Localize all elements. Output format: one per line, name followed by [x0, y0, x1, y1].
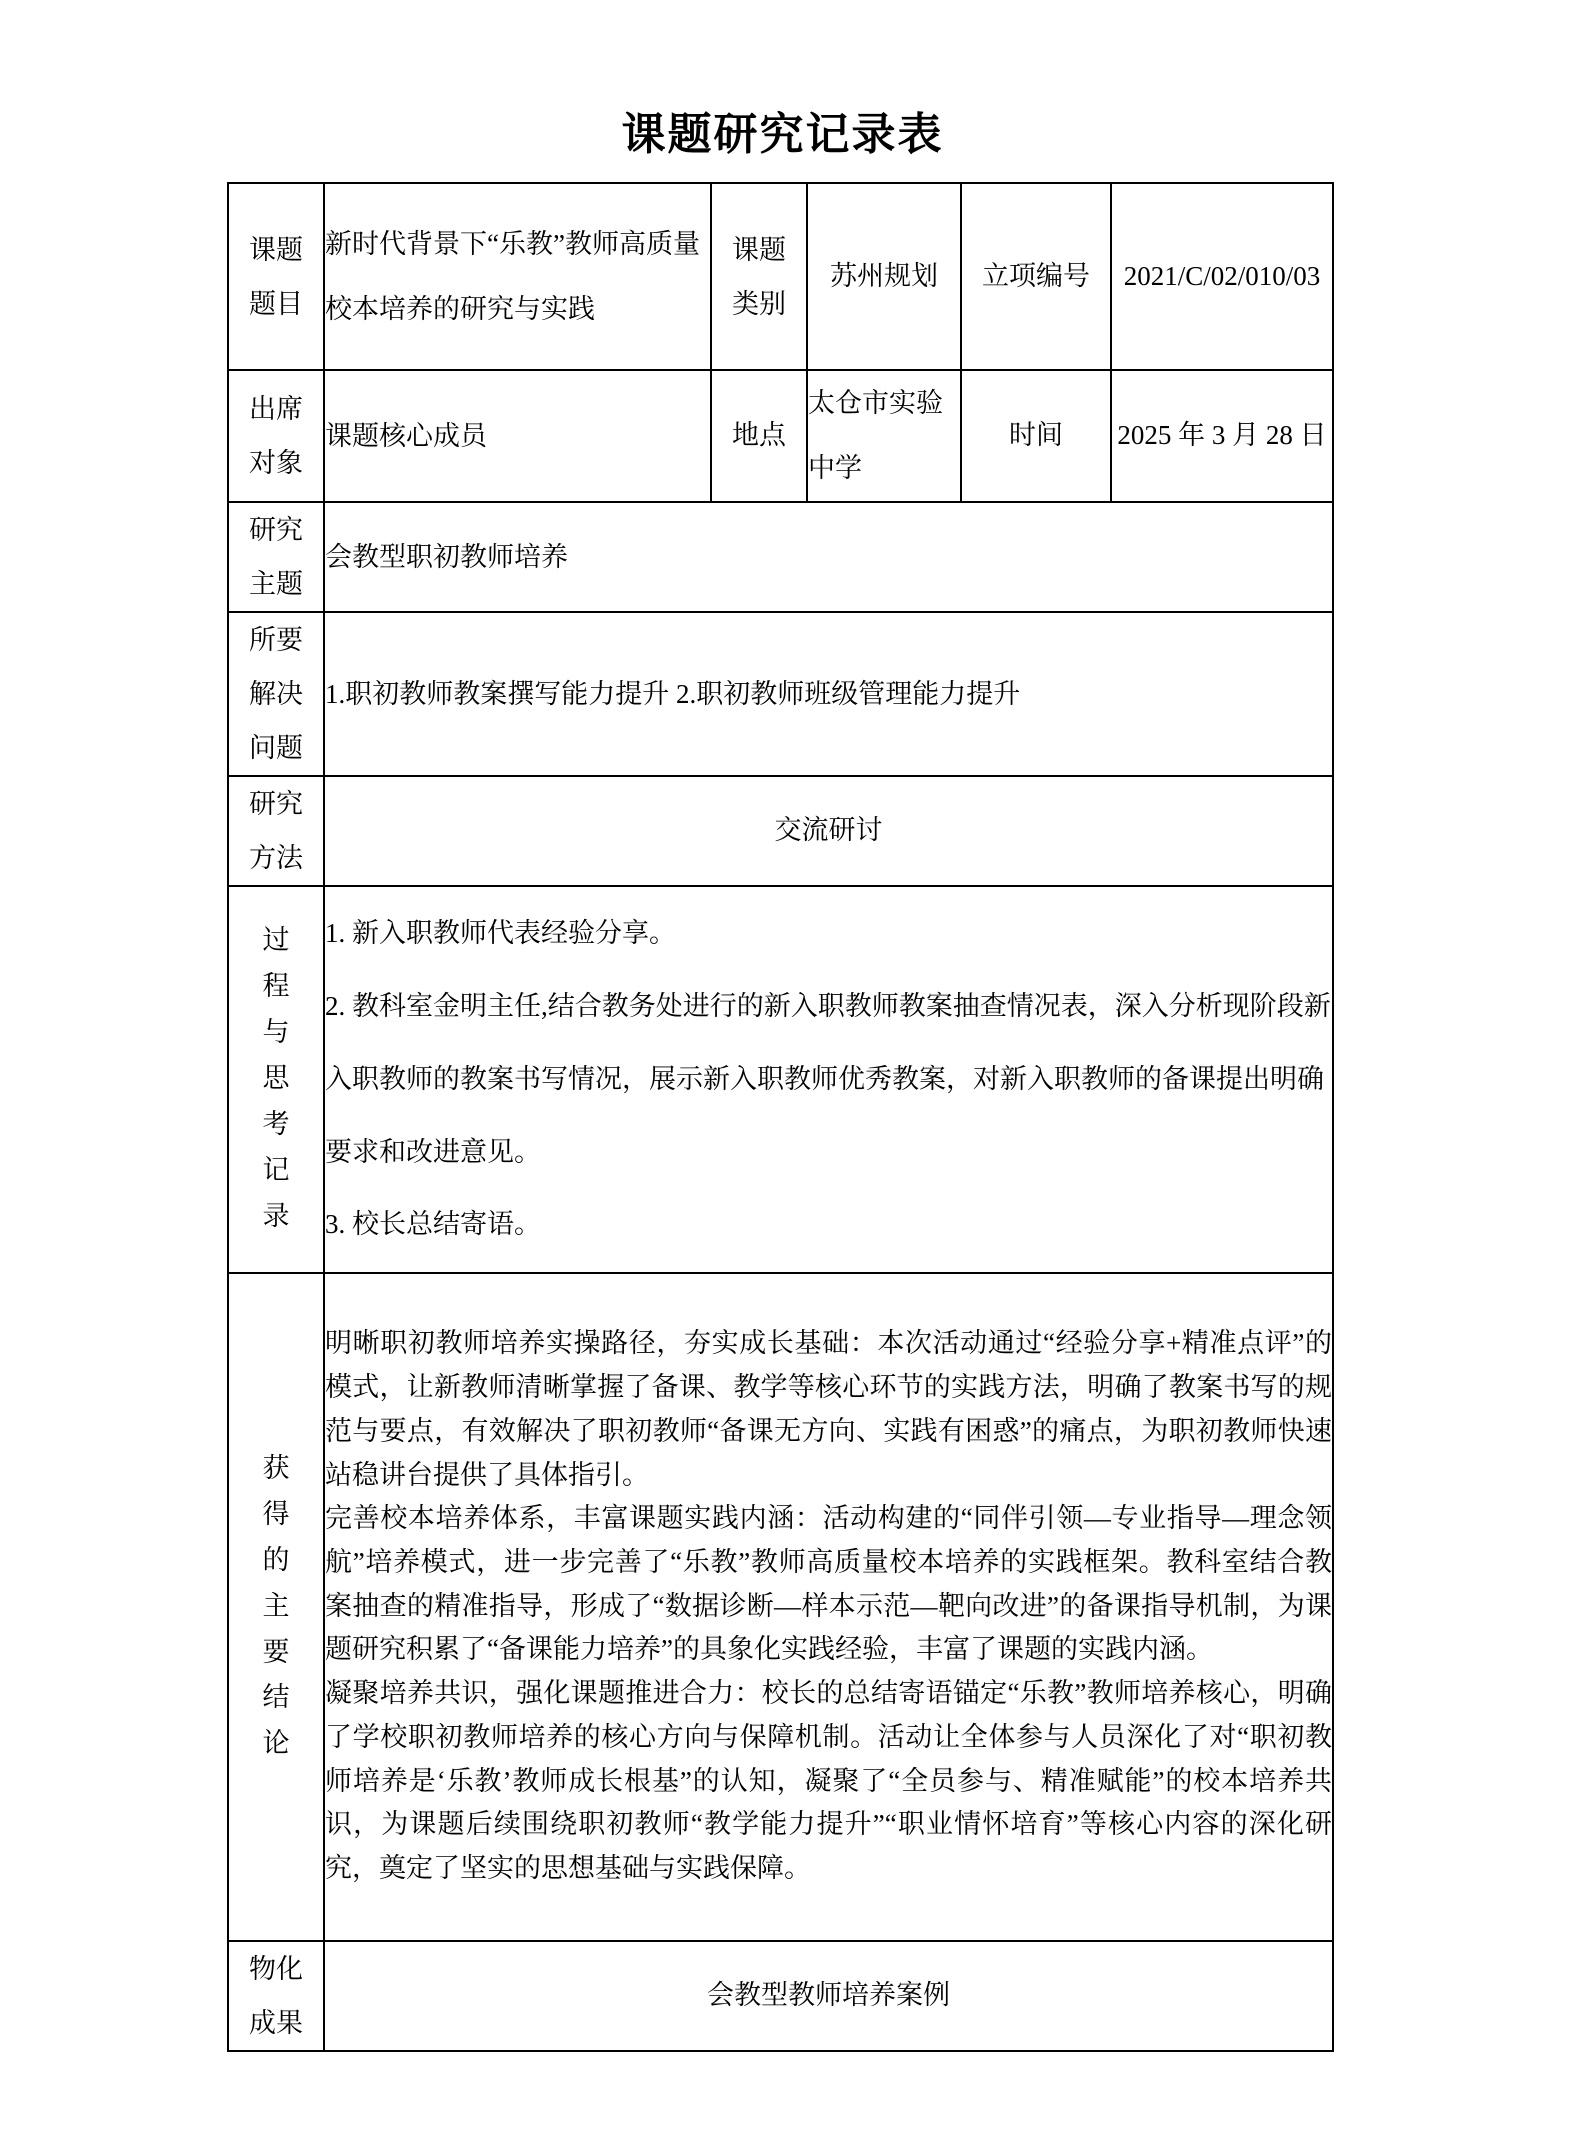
table-row-header — [228, 183, 1333, 370]
topic-label-cell — [228, 183, 324, 370]
conclusion-content-cell — [324, 1273, 1333, 1941]
time-label-cell: 时间 — [961, 370, 1111, 502]
category-value-cell: 苏州规划 — [807, 183, 961, 370]
theme-label: 研究主题 — [248, 514, 303, 599]
conclusion-paragraph: 凝聚培养共识，强化课题推进合力：校长的总结寄语锚定“乐教”教师培养核心，明确了学校职初教师培养的核心方向与保障机制。活动让全体参与人员深化了对“职初教师培养是‘乐教’教师成长根基”的认知，凝聚了“全员参与、精准赋能”的校本培养共识，为课题后续围绕职初教师“教学能力提升”“职业情怀培育”等核心内容的深化研究，奠定了坚实的思想基础与实践保障。 — [325, 1678, 1332, 1884]
category-label: 课题类别 — [731, 234, 786, 319]
attendance-label-cell — [228, 370, 324, 502]
process-item: 2. 教科室金明主任,结合教务处进行的新入职教师教案抽查情况表，深入分析现阶段新入职教师的教案书写情况，展示新入职教师优秀教案，对新入职教师的备课提出明确要求和改进意见。 — [325, 990, 1331, 1167]
table-row-conclusion — [228, 1273, 1333, 1941]
attendance-label: 出席对象 — [248, 393, 303, 478]
outcome-label-cell — [228, 1941, 324, 2051]
outcome-label: 物化成果 — [248, 1953, 303, 2038]
table-row-attendance — [228, 370, 1333, 502]
process-item: 1. 新入职教师代表经验分享。 — [325, 917, 676, 948]
conclusion-label: 获得的主要结论 — [262, 1452, 290, 1759]
theme-value-cell: 会教型职初教师培养 — [324, 502, 1333, 612]
table-row-outcome — [228, 1941, 1333, 2051]
attendance-value-cell: 课题核心成员 — [324, 370, 711, 502]
conclusion-paragraph: 完善校本培养体系，丰富课题实践内涵：活动构建的“同伴引领—专业指导—理念领航”培养模式，进一步完善了“乐教”教师高质量校本培养的实践框架。教科室结合教案抽查的精准指导，形成了“数据诊断—样本示范—靶向改进”的备课指导机制，为课题研究积累了“备课能力培养”的具象化实践经验，丰富了课题的实践内涵。 — [325, 1503, 1332, 1665]
category-label-cell — [711, 183, 807, 370]
topic-value-cell: 新时代背景下“乐教”教师高质量校本培养的研究与实践 — [324, 183, 711, 370]
time-value-cell: 2025 年 3 月 28 日 — [1111, 370, 1333, 502]
conclusion-label-cell — [228, 1273, 324, 1941]
method-label-cell — [228, 776, 324, 886]
process-content-cell — [324, 886, 1333, 1273]
conclusion-paragraph: 明晰职初教师培养实操路径，夯实成长基础：本次活动通过“经验分享+精准点评”的模式，让新教师清晰掌握了备课、教学等核心环节的实践方法，明确了教案书写的规范与要点，有效解决了职初教师“备课无方向、实践有困惑”的痛点，为职初教师快速站稳讲台提供了具体指引。 — [325, 1328, 1332, 1490]
problems-value-cell: 1.职初教师教案撰写能力提升 2.职初教师班级管理能力提升 — [324, 612, 1333, 776]
process-label: 过程与思考记录 — [262, 925, 290, 1231]
process-item: 3. 校长总结寄语。 — [325, 1209, 541, 1240]
place-value-cell: 太仓市实验中学 — [807, 370, 961, 502]
project-no-label-cell: 立项编号 — [961, 183, 1111, 370]
theme-label-cell — [228, 502, 324, 612]
table-row-problems — [228, 612, 1333, 776]
place-label-cell: 地点 — [711, 370, 807, 502]
method-value-cell: 交流研讨 — [324, 776, 1333, 886]
problems-label-cell — [228, 612, 324, 776]
record-table — [227, 182, 1334, 2052]
process-label-cell — [228, 886, 324, 1273]
page-title: 课题研究记录表 — [621, 110, 944, 159]
table-row-method — [228, 776, 1333, 886]
method-label: 研究方法 — [248, 788, 303, 873]
table-row-process — [228, 886, 1333, 1273]
project-no-value-cell: 2021/C/02/010/03 — [1111, 183, 1333, 370]
table-row-theme — [228, 502, 1333, 612]
problems-label: 所要解决问题 — [248, 624, 303, 763]
topic-label: 课题题目 — [248, 234, 303, 319]
outcome-value-cell: 会教型教师培养案例 — [324, 1941, 1333, 2051]
